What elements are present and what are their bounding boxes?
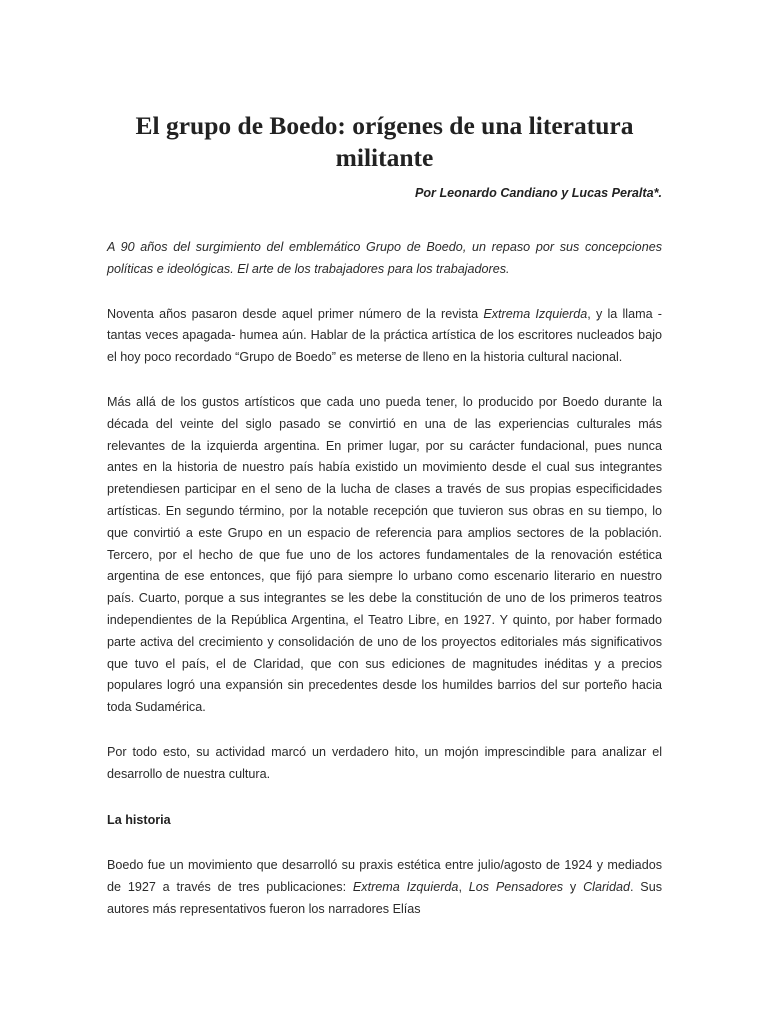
paragraph-4-text-b: , bbox=[458, 880, 469, 895]
paragraph-4-emphasis-c: Claridad bbox=[583, 880, 630, 895]
article-title: El grupo de Boedo: orígenes de una literatura militante bbox=[135, 111, 634, 172]
paragraph-3: Por todo esto, su actividad marcó un verdadero hito, un mojón imprescindible para analizar el desarrollo de nuestra cultura. bbox=[107, 744, 662, 781]
paragraph-4-emphasis-b: Los Pensadores bbox=[468, 880, 564, 895]
section-heading: La historia bbox=[107, 812, 171, 827]
paragraph-1-text-a: Noventa años pasaron desde aquel primer número de la revista bbox=[107, 306, 484, 321]
paragraph-4-text-d: . Sus autores más representativos fueron los narradores Elías bbox=[107, 880, 662, 916]
paragraph-1-text-b: , y la llama -tantas veces apagada- humea aún. Hablar de la práctica artística de los escritores nucleados bajo el hoy poco recordado “Grupo de Boedo” es meterse de lleno en la historia cultural nacional. bbox=[107, 306, 662, 365]
article-lead: A 90 años del surgimiento del emblemático Grupo de Boedo, un repaso por sus concepciones políticas e ideológicas. El arte de los trabajadores para los trabajadores. bbox=[107, 240, 662, 276]
paragraph-4-emphasis-a: Extrema Izquierda bbox=[352, 880, 459, 895]
document-page bbox=[107, 0, 662, 921]
paragraph-4-text-a: Boedo fue un movimiento que desarrolló su praxis estética entre julio/agosto de 1924 y mediados de 1927 a través de tres publicaciones: bbox=[107, 858, 662, 895]
paragraph-1-emphasis: Extrema Izquierda bbox=[483, 306, 588, 321]
paragraph-2: Más allá de los gustos artísticos que cada uno pueda tener, lo producido por Boedo durante la década del veinte del siglo pasado se convirtió en una de las experiencias culturales más relevantes de la izquierda argentina. En primer lugar, por su carácter fundacional, pues nunca antes en la historia de nuestro país había existido un movimiento desde el cual sus integrantes pretendiesen participar en el seno de la lucha de clases a través de sus propias especificidades artísticas. En segundo término, por la notable recepción que tuvieron sus obras en su tiempo, lo que convirtió a este Grupo en un espacio de referencia para amplios sectores de la población. Tercero, por el hecho de que fue uno de los actores fundamentales de la renovación estética argentina de ese entonces, que fijó para siempre lo urbano como escenario literario en nuestro país. Cuarto, porque a sus integrantes se les debe la constitución de uno de los primeros teatros independientes de la República Argentina, el Teatro Libre, en 1927. Y quinto, por haber formado parte activa del crecimiento y consolidación de uno de los proyectos editoriales más significativos que tuvo el país, el de Claridad, que con sus ediciones de magnitudes inéditas y a precios populares logró una expansión sin precedentes desde los humildes barrios del sur porteño hacia toda Sudamérica. bbox=[107, 394, 662, 715]
paragraph-1 bbox=[107, 304, 662, 369]
article-byline: Por Leonardo Candiano y Lucas Peralta*. bbox=[414, 186, 662, 200]
paragraph-4 bbox=[107, 855, 662, 920]
paragraph-4-text-c: y bbox=[563, 880, 584, 895]
